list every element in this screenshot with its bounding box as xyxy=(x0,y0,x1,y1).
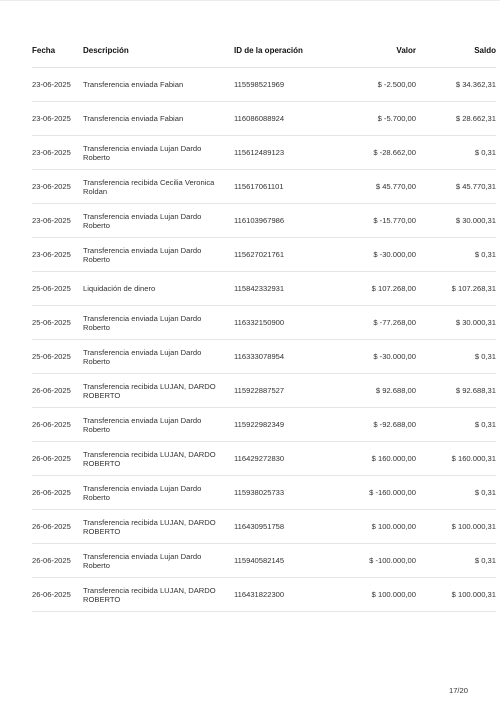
cell-descripcion: Transferencia enviada Fabian xyxy=(83,102,234,136)
cell-id-operacion: 115922982349 xyxy=(234,408,328,442)
cell-fecha: 23-06-2025 xyxy=(32,136,83,170)
cell-valor: $ -5.700,00 xyxy=(328,102,416,136)
cell-valor: $ 107.268,00 xyxy=(328,272,416,306)
cell-saldo: $ 100.000,31 xyxy=(416,578,496,612)
cell-id-operacion: 115627021761 xyxy=(234,238,328,272)
cell-descripcion: Transferencia recibida LUJAN, DARDO ROBERTO xyxy=(83,578,234,612)
cell-saldo: $ 30.000,31 xyxy=(416,306,496,340)
cell-fecha: 23-06-2025 xyxy=(32,204,83,238)
cell-descripcion: Transferencia enviada Lujan Dardo Roberto xyxy=(83,340,234,374)
table-row xyxy=(32,510,496,544)
table-row xyxy=(32,340,496,374)
cell-descripcion: Transferencia enviada Lujan Dardo Roberto xyxy=(83,136,234,170)
table-row xyxy=(32,544,496,578)
cell-id-operacion: 115617061101 xyxy=(234,170,328,204)
page-number: 17/20 xyxy=(448,686,468,695)
table-row xyxy=(32,578,496,612)
cell-fecha: 25-06-2025 xyxy=(32,272,83,306)
cell-fecha: 26-06-2025 xyxy=(32,442,83,476)
cell-saldo: $ 45.770,31 xyxy=(416,170,496,204)
cell-id-operacion: 116333078954 xyxy=(234,340,328,374)
cell-fecha: 23-06-2025 xyxy=(32,238,83,272)
table-row xyxy=(32,306,496,340)
table-row xyxy=(32,442,496,476)
cell-valor: $ 160.000,00 xyxy=(328,442,416,476)
top-divider xyxy=(0,0,500,1)
cell-fecha: 26-06-2025 xyxy=(32,476,83,510)
cell-id-operacion: 115922887527 xyxy=(234,374,328,408)
cell-valor: $ -30.000,00 xyxy=(328,238,416,272)
cell-id-operacion: 115940582145 xyxy=(234,544,328,578)
cell-descripcion: Transferencia enviada Lujan Dardo Roberto xyxy=(83,408,234,442)
cell-valor: $ -77.268,00 xyxy=(328,306,416,340)
cell-fecha: 25-06-2025 xyxy=(32,306,83,340)
table-row xyxy=(32,408,496,442)
table-row xyxy=(32,170,496,204)
table-row xyxy=(32,204,496,238)
cell-id-operacion: 115598521969 xyxy=(234,68,328,102)
cell-valor: $ -160.000,00 xyxy=(328,476,416,510)
cell-id-operacion: 116430951758 xyxy=(234,510,328,544)
cell-descripcion: Transferencia recibida LUJAN, DARDO ROBERTO xyxy=(83,510,234,544)
cell-descripcion: Transferencia recibida LUJAN, DARDO ROBERTO xyxy=(83,374,234,408)
header-id-operacion: ID de la operación xyxy=(234,34,328,68)
cell-saldo: $ 100.000,31 xyxy=(416,510,496,544)
cell-descripcion: Transferencia enviada Lujan Dardo Roberto xyxy=(83,306,234,340)
table-row xyxy=(32,68,496,102)
cell-descripcion: Transferencia enviada Fabian xyxy=(83,68,234,102)
header-valor: Valor xyxy=(328,34,416,68)
cell-fecha: 26-06-2025 xyxy=(32,510,83,544)
cell-saldo: $ 28.662,31 xyxy=(416,102,496,136)
table-row xyxy=(32,102,496,136)
cell-id-operacion: 116086088924 xyxy=(234,102,328,136)
cell-fecha: 26-06-2025 xyxy=(32,374,83,408)
table-row xyxy=(32,238,496,272)
cell-descripcion: Transferencia enviada Lujan Dardo Roberto xyxy=(83,204,234,238)
cell-valor: $ 45.770,00 xyxy=(328,170,416,204)
cell-valor: $ -28.662,00 xyxy=(328,136,416,170)
table-row xyxy=(32,374,496,408)
cell-id-operacion: 115612489123 xyxy=(234,136,328,170)
cell-valor: $ -2.500,00 xyxy=(328,68,416,102)
transactions-table xyxy=(32,34,496,612)
cell-valor: $ 100.000,00 xyxy=(328,510,416,544)
cell-descripcion: Transferencia enviada Lujan Dardo Roberto xyxy=(83,238,234,272)
cell-saldo: $ 34.362,31 xyxy=(416,68,496,102)
cell-descripcion: Transferencia enviada Lujan Dardo Roberto xyxy=(83,476,234,510)
cell-fecha: 23-06-2025 xyxy=(32,102,83,136)
table-row xyxy=(32,476,496,510)
cell-fecha: 23-06-2025 xyxy=(32,170,83,204)
cell-saldo: $ 107.268,31 xyxy=(416,272,496,306)
cell-id-operacion: 116103967986 xyxy=(234,204,328,238)
cell-valor: $ -100.000,00 xyxy=(328,544,416,578)
cell-valor: $ 92.688,00 xyxy=(328,374,416,408)
cell-descripcion: Liquidación de dinero xyxy=(83,272,234,306)
cell-fecha: 23-06-2025 xyxy=(32,68,83,102)
cell-saldo: $ 0,31 xyxy=(416,340,496,374)
cell-descripcion: Transferencia enviada Lujan Dardo Roberto xyxy=(83,544,234,578)
cell-saldo: $ 0,31 xyxy=(416,136,496,170)
cell-saldo: $ 0,31 xyxy=(416,238,496,272)
cell-id-operacion: 116429272830 xyxy=(234,442,328,476)
cell-descripcion: Transferencia recibida LUJAN, DARDO ROBERTO xyxy=(83,442,234,476)
header-saldo: Saldo xyxy=(416,34,496,68)
cell-saldo: $ 0,31 xyxy=(416,408,496,442)
table-row xyxy=(32,136,496,170)
table-body xyxy=(32,68,496,612)
cell-valor: $ -30.000,00 xyxy=(328,340,416,374)
cell-saldo: $ 30.000,31 xyxy=(416,204,496,238)
cell-id-operacion: 115842332931 xyxy=(234,272,328,306)
table-header xyxy=(32,34,496,68)
cell-fecha: 26-06-2025 xyxy=(32,408,83,442)
cell-descripcion: Transferencia recibida Cecilia Veronica Roldan xyxy=(83,170,234,204)
cell-id-operacion: 116332150900 xyxy=(234,306,328,340)
cell-saldo: $ 160.000,31 xyxy=(416,442,496,476)
cell-saldo: $ 0,31 xyxy=(416,476,496,510)
header-descripcion: Descripción xyxy=(83,34,234,68)
cell-saldo: $ 0,31 xyxy=(416,544,496,578)
cell-fecha: 26-06-2025 xyxy=(32,544,83,578)
cell-fecha: 26-06-2025 xyxy=(32,578,83,612)
cell-saldo: $ 92.688,31 xyxy=(416,374,496,408)
header-row xyxy=(32,34,496,68)
table-row xyxy=(32,272,496,306)
header-fecha: Fecha xyxy=(32,34,83,68)
cell-valor: $ -92.688,00 xyxy=(328,408,416,442)
cell-valor: $ -15.770,00 xyxy=(328,204,416,238)
cell-id-operacion: 116431822300 xyxy=(234,578,328,612)
cell-fecha: 25-06-2025 xyxy=(32,340,83,374)
cell-id-operacion: 115938025733 xyxy=(234,476,328,510)
cell-valor: $ 100.000,00 xyxy=(328,578,416,612)
